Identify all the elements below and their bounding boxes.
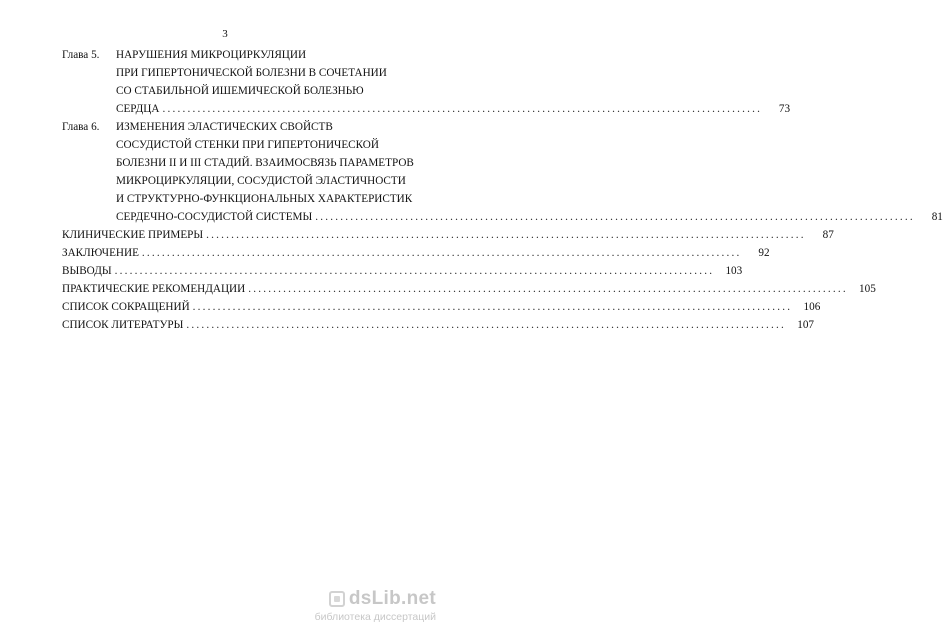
toc-entry [62,316,814,334]
dot-leader: ........................................................................................................................ [162,103,763,115]
dot-leader: ........................................................................................................................ [206,229,806,241]
watermark-tagline: библиотека диссертаций [314,611,436,623]
toc-entry-title: ВЫВОДЫ [62,265,112,277]
toc-chapter-6-line-2 [62,136,418,154]
toc-entry-page: 106 [803,301,821,313]
toc-chapter-5-last-line [62,100,791,118]
toc-entry-page: 92 [758,247,770,259]
library-logo-icon [329,591,345,607]
toc-chapter-6-last-line [62,208,943,226]
chapter-5-title-line: ПРИ ГИПЕРТОНИЧЕСКОЙ БОЛЕЗНИ В СОЧЕТАНИИ [116,67,387,79]
dot-leader: ........................................................................................................................ [315,211,915,223]
toc-chapter-6-line-5 [62,190,418,208]
toc-chapter-5-line-3 [62,82,418,100]
toc-entry-page: 103 [725,265,743,277]
chapter-5-title-line: НАРУШЕНИЯ МИКРОЦИРКУЛЯЦИИ [116,49,307,61]
chapter-5-label: Глава 5. [62,49,100,61]
chapter-6-title-line: И СТРУКТУРНО-ФУНКЦИОНАЛЬНЫХ ХАРАКТЕРИСТИК [116,193,413,205]
chapter-5-title-line: СО СТАБИЛЬНОЙ ИШЕМИЧЕСКОЙ БОЛЕЗНЬЮ [116,85,364,97]
toc-entry [62,298,821,316]
dot-leader: ........................................................................................................................ [186,319,786,331]
watermark-brand-name: dsLib.net [348,588,436,609]
toc-entry-title: СПИСОК СОКРАЩЕНИЙ [62,301,190,313]
toc-entry-page: 105 [859,283,876,295]
dot-leader: ........................................................................................................................ [248,283,848,295]
toc-entry [62,226,834,244]
dot-leader: ........................................................................................................................ [192,301,793,313]
toc-entry-page: 87 [822,229,834,241]
toc-entry-page: 107 [797,319,814,331]
chapter-6-title-line: БОЛЕЗНИ II И III СТАДИЙ. ВЗАИМОСВЯЗЬ ПАРАМЕТРОВ [116,157,414,169]
toc-entry-title: ЗАКЛЮЧЕНИЕ [62,247,139,259]
page-number: 3 [222,28,228,40]
chapter-6-title-line: ИЗМЕНЕНИЯ ЭЛАСТИЧЕСКИХ СВОЙСТВ [116,121,333,133]
toc-entry [62,244,770,262]
table-of-contents [62,46,943,334]
chapter-6-label: Глава 6. [62,121,100,133]
toc-entry-title: КЛИНИЧЕСКИЕ ПРИМЕРЫ [62,229,204,241]
toc-chapter-6-line-1 [62,118,418,136]
watermark [315,588,436,623]
chapter-5-title-line: СЕРДЦА [116,103,160,115]
chapter-6-title-line: МИКРОЦИРКУЛЯЦИИ, СОСУДИСТОЙ ЭЛАСТИЧНОСТИ [116,175,406,187]
toc-entry [62,280,876,298]
toc-entry-title: ПРАКТИЧЕСКИЕ РЕКОМЕНДАЦИИ [62,283,246,295]
dot-leader: ........................................................................................................................ [114,265,715,277]
toc-chapter-5-line-1 [62,46,418,64]
chapter-6-title-line: СЕРДЕЧНО-СОСУДИСТОЙ СИСТЕМЫ [116,211,313,223]
toc-entry-title: СПИСОК ЛИТЕРАТУРЫ [62,319,184,331]
chapter-6-title-line: СОСУДИСТОЙ СТЕНКИ ПРИ ГИПЕРТОНИЧЕСКОЙ [116,139,379,151]
toc-chapter-6-line-3 [62,154,418,172]
chapter-5-page: 73 [778,103,791,115]
toc-entry [62,262,743,280]
dot-leader: ........................................................................................................................ [141,247,742,259]
chapter-6-page: 81 [931,211,943,223]
watermark-brand [315,588,436,610]
toc-chapter-5-line-2 [62,64,418,82]
toc-chapter-6-line-4 [62,172,418,190]
